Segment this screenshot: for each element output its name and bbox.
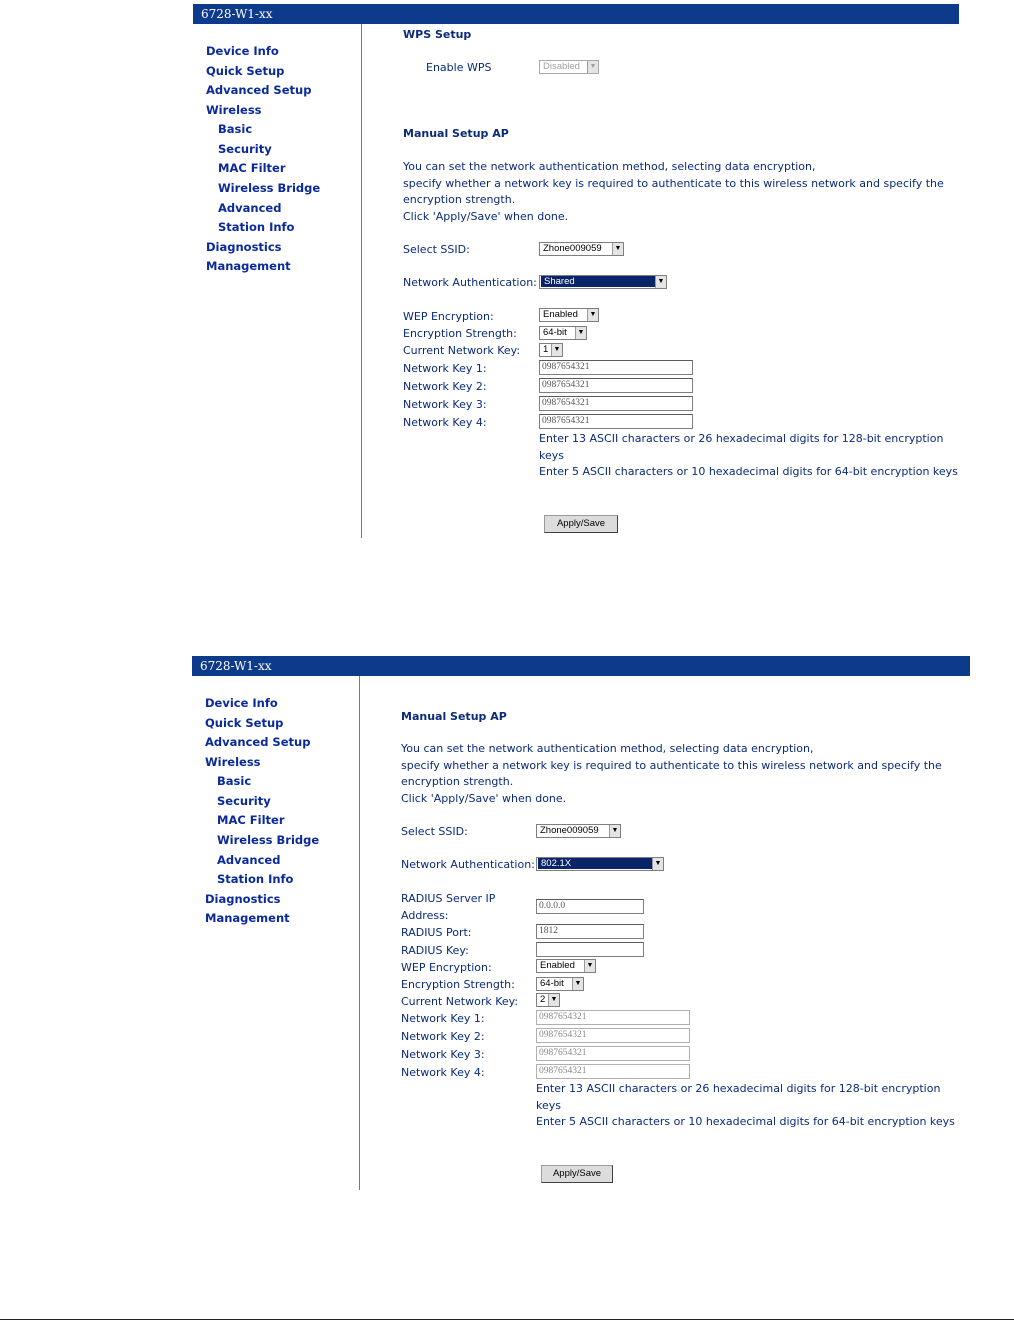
network-auth-dropdown[interactable] [536, 857, 664, 871]
network-auth-value: Shared [541, 276, 655, 287]
nav-management[interactable]: Management [205, 911, 290, 925]
select-ssid-dropdown[interactable] [536, 824, 621, 838]
network-key-3-input[interactable]: 0987654321 [539, 396, 693, 411]
manual-setup-heading: Manual Setup AP [403, 127, 509, 140]
select-ssid-label: Select SSID: [403, 243, 470, 256]
description-line-2: specify whether a network key is required to authenticate to this wireless network and specify the [401, 759, 942, 772]
radius-key-label: RADIUS Key: [401, 944, 469, 957]
current-key-dropdown[interactable] [539, 343, 563, 357]
network-key-1-input[interactable]: 0987654321 [539, 360, 693, 375]
current-key-label: Current Network Key: [403, 344, 521, 357]
nav-device-info[interactable]: Device Info [206, 44, 279, 58]
current-key-value: 1 [543, 344, 549, 355]
nav-wireless-advanced[interactable]: Advanced [217, 853, 281, 867]
network-key-4-label: Network Key 4: [401, 1066, 485, 1079]
encryption-strength-label: Encryption Strength: [401, 978, 515, 991]
chevron-down-icon: ▼ [652, 858, 663, 870]
key-hint-line-3: Enter 5 ASCII characters or 10 hexadecimal digits for 64-bit encryption keys [539, 465, 958, 478]
nav-wireless-station-info[interactable]: Station Info [217, 872, 294, 886]
key-hint-line-2: keys [539, 449, 564, 462]
network-key-4-input[interactable]: 0987654321 [536, 1064, 690, 1079]
wep-encryption-label: WEP Encryption: [403, 310, 494, 323]
chevron-down-icon: ▼ [587, 61, 598, 73]
nav-quick-setup[interactable]: Quick Setup [206, 64, 285, 78]
chevron-down-icon: ▼ [548, 994, 559, 1006]
nav-wireless-bridge[interactable]: Wireless Bridge [217, 833, 320, 847]
nav-wireless-basic[interactable]: Basic [218, 122, 253, 136]
enable-wps-select[interactable] [539, 60, 599, 74]
main-content [192, 676, 970, 1190]
nav-wireless-security[interactable]: Security [217, 794, 271, 808]
network-key-3-label: Network Key 3: [403, 398, 487, 411]
chevron-down-icon: ▼ [584, 960, 595, 972]
network-auth-label: Network Authentication: [403, 276, 537, 289]
wep-encryption-dropdown[interactable] [536, 959, 596, 973]
wep-encryption-value: Enabled [540, 960, 575, 971]
network-auth-dropdown[interactable] [539, 275, 667, 289]
key-hint-line-2: keys [536, 1099, 561, 1112]
nav-wireless-basic[interactable]: Basic [217, 774, 252, 788]
nav-wireless-bridge[interactable]: Wireless Bridge [218, 181, 321, 195]
radius-key-input[interactable] [536, 942, 644, 957]
network-key-2-label: Network Key 2: [401, 1030, 485, 1043]
encryption-strength-dropdown[interactable] [536, 977, 584, 991]
main-content [193, 24, 959, 538]
wps-heading: WPS Setup [403, 28, 472, 41]
nav-wireless-advanced[interactable]: Advanced [218, 201, 282, 215]
apply-save-button[interactable]: Apply/Save [544, 515, 618, 533]
network-key-2-label: Network Key 2: [403, 380, 487, 393]
radius-ip-label-line-1: RADIUS Server IP [401, 892, 496, 905]
description-line-4: Click 'Apply/Save' when done. [401, 792, 567, 805]
encryption-strength-value: 64-bit [543, 327, 567, 338]
nav-management[interactable]: Management [206, 259, 291, 273]
window-title: 6728-W1-xx [193, 4, 959, 24]
select-ssid-value: Zhone009059 [540, 825, 599, 836]
wep-encryption-label: WEP Encryption: [401, 961, 492, 974]
nav-diagnostics[interactable]: Diagnostics [205, 892, 281, 906]
nav-wireless[interactable]: Wireless [206, 103, 262, 117]
nav-device-info[interactable]: Device Info [205, 696, 278, 710]
chevron-down-icon: ▼ [551, 344, 562, 356]
panel-8021x-auth [192, 656, 970, 1190]
chevron-down-icon: ▼ [655, 276, 666, 288]
current-key-value: 2 [540, 994, 546, 1005]
chevron-down-icon: ▼ [572, 978, 583, 990]
page-bottom-rule [0, 1319, 1014, 1320]
panel-shared-auth [193, 4, 959, 538]
nav-wireless[interactable]: Wireless [205, 755, 261, 769]
window-title: 6728-W1-xx [192, 656, 970, 676]
manual-setup-heading: Manual Setup AP [401, 710, 507, 723]
network-auth-value: 802.1X [538, 858, 652, 869]
network-key-4-label: Network Key 4: [403, 416, 487, 429]
enable-wps-value: Disabled [543, 61, 580, 72]
network-key-3-label: Network Key 3: [401, 1048, 485, 1061]
nav-quick-setup[interactable]: Quick Setup [205, 716, 284, 730]
nav-wireless-mac-filter[interactable]: MAC Filter [217, 813, 285, 827]
current-key-dropdown[interactable] [536, 993, 560, 1007]
radius-ip-label-line-2: Address: [401, 909, 449, 922]
select-ssid-label: Select SSID: [401, 825, 468, 838]
nav-wireless-mac-filter[interactable]: MAC Filter [218, 161, 286, 175]
network-key-2-input[interactable]: 0987654321 [536, 1028, 690, 1043]
network-key-1-label: Network Key 1: [403, 362, 487, 375]
network-auth-label: Network Authentication: [401, 858, 535, 871]
chevron-down-icon: ▼ [587, 309, 598, 321]
encryption-strength-dropdown[interactable] [539, 326, 587, 340]
radius-port-input[interactable]: 1812 [536, 924, 644, 939]
key-hint-line-3: Enter 5 ASCII characters or 10 hexadecimal digits for 64-bit encryption keys [536, 1115, 955, 1128]
description-line-3: encryption strength. [401, 775, 514, 788]
chevron-down-icon: ▼ [609, 825, 620, 837]
chevron-down-icon: ▼ [575, 327, 586, 339]
description-line-4: Click 'Apply/Save' when done. [403, 210, 569, 223]
radius-port-label: RADIUS Port: [401, 926, 472, 939]
description-line-1: You can set the network authentication method, selecting data encryption, [401, 742, 814, 755]
radius-ip-input[interactable]: 0.0.0.0 [536, 899, 644, 914]
apply-save-button[interactable]: Apply/Save [541, 1165, 613, 1183]
enable-wps-label: Enable WPS [426, 61, 492, 74]
network-key-1-input[interactable]: 0987654321 [536, 1010, 690, 1025]
select-ssid-dropdown[interactable] [539, 242, 624, 256]
key-hint-line-1: Enter 13 ASCII characters or 26 hexadecimal digits for 128-bit encryption [536, 1082, 941, 1095]
nav-wireless-station-info[interactable]: Station Info [218, 220, 295, 234]
network-key-4-input[interactable]: 0987654321 [539, 414, 693, 429]
description-line-3: encryption strength. [403, 193, 516, 206]
select-ssid-value: Zhone009059 [543, 243, 602, 254]
wep-encryption-value: Enabled [543, 309, 578, 320]
current-key-label: Current Network Key: [401, 995, 519, 1008]
nav-diagnostics[interactable]: Diagnostics [206, 240, 282, 254]
description-line-1: You can set the network authentication method, selecting data encryption, [403, 160, 816, 173]
wep-encryption-dropdown[interactable] [539, 308, 599, 322]
network-key-3-input[interactable]: 0987654321 [536, 1046, 690, 1061]
encryption-strength-label: Encryption Strength: [403, 327, 517, 340]
nav-wireless-security[interactable]: Security [218, 142, 272, 156]
key-hint-line-1: Enter 13 ASCII characters or 26 hexadecimal digits for 128-bit encryption [539, 432, 944, 445]
network-key-1-label: Network Key 1: [401, 1012, 485, 1025]
nav-advanced-setup[interactable]: Advanced Setup [205, 735, 311, 749]
encryption-strength-value: 64-bit [540, 978, 564, 989]
nav-advanced-setup[interactable]: Advanced Setup [206, 83, 312, 97]
chevron-down-icon: ▼ [612, 243, 623, 255]
description-line-2: specify whether a network key is required to authenticate to this wireless network and specify the [403, 177, 944, 190]
network-key-2-input[interactable]: 0987654321 [539, 378, 693, 393]
